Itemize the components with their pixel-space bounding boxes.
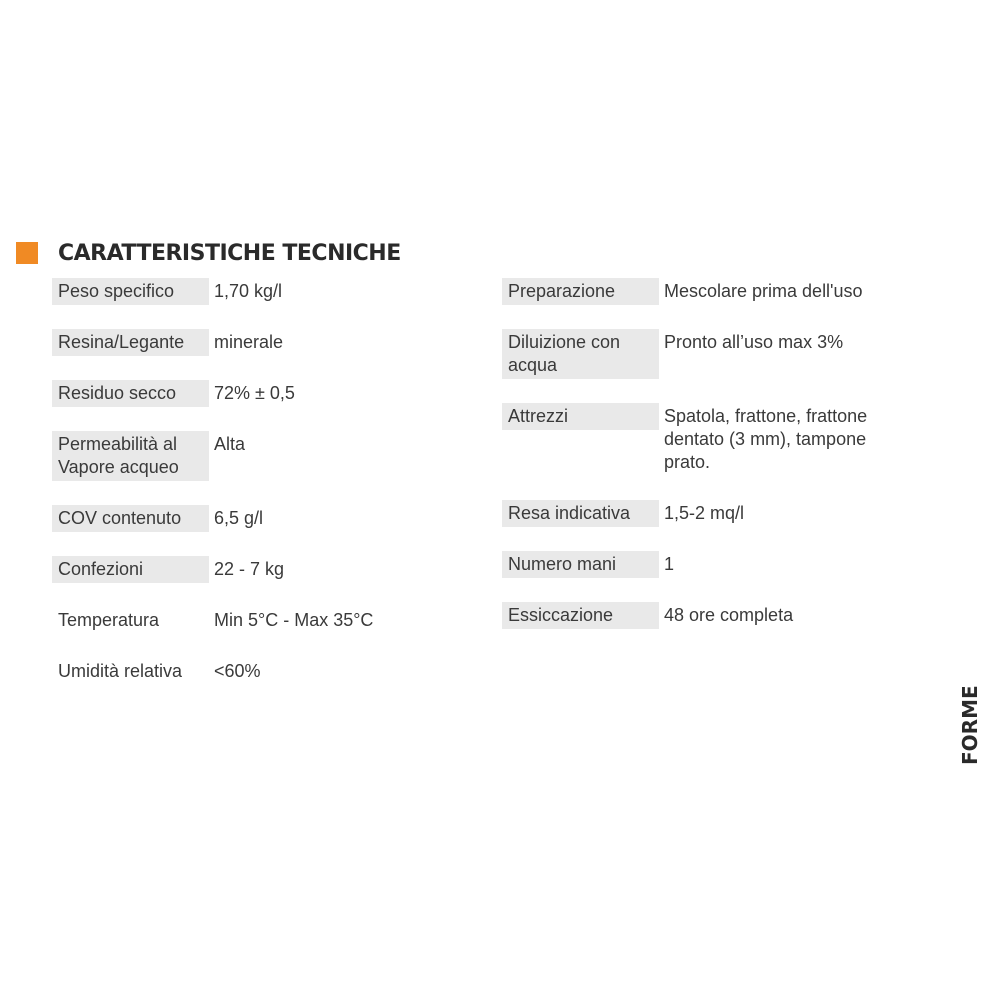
spec-row bbox=[502, 329, 914, 379]
spec-value: 72% ± 0,5 bbox=[214, 383, 295, 403]
spec-value: 1,70 kg/l bbox=[214, 281, 283, 301]
spec-label: Confezioni bbox=[52, 556, 209, 583]
spec-value: 22 - 7 kg bbox=[214, 559, 285, 579]
spec-label: Preparazione bbox=[502, 278, 659, 305]
spec-label: Permeabilità al Vapore acqueo bbox=[52, 431, 209, 481]
spec-label: COV contenuto bbox=[52, 505, 209, 532]
spec-row bbox=[502, 278, 914, 305]
spec-row bbox=[52, 556, 464, 583]
spec-label: Numero mani bbox=[502, 551, 659, 578]
section-marker-square bbox=[16, 242, 38, 264]
spec-row bbox=[52, 278, 464, 305]
side-tab-label: FORME bbox=[958, 685, 982, 765]
spec-row bbox=[502, 602, 914, 629]
spec-label: Essiccazione bbox=[502, 602, 659, 629]
spec-label: Attrezzi bbox=[502, 403, 659, 430]
spec-value: minerale bbox=[214, 332, 284, 352]
spec-label: Temperatura bbox=[58, 610, 160, 630]
spec-value: 6,5 g/l bbox=[214, 508, 264, 528]
spec-row bbox=[52, 505, 464, 532]
spec-label: Peso specifico bbox=[52, 278, 209, 305]
left-spec-table bbox=[52, 278, 464, 709]
spec-value: 1,5-2 mq/l bbox=[664, 503, 745, 523]
section-title: CARATTERISTICHE TECNICHE bbox=[58, 240, 401, 266]
spec-label: Residuo secco bbox=[52, 380, 209, 407]
right-spec-table bbox=[502, 278, 914, 653]
spec-row bbox=[502, 403, 914, 476]
spec-value: 48 ore completa bbox=[664, 605, 794, 625]
spec-value: Spatola, frattone, frattone dentato (3 mm), tampone prato. bbox=[664, 406, 868, 472]
spec-label: Umidità relativa bbox=[58, 661, 183, 681]
spec-value: Mescolare prima dell'uso bbox=[664, 281, 863, 301]
spec-label: Diluizione con acqua bbox=[502, 329, 659, 379]
spec-value: <60% bbox=[214, 661, 261, 681]
spec-label: Resina/Legante bbox=[52, 329, 209, 356]
spec-value: Pronto all’uso max 3% bbox=[664, 332, 844, 352]
spec-row bbox=[52, 329, 464, 356]
spec-value: Alta bbox=[214, 434, 246, 454]
spec-row bbox=[52, 380, 464, 407]
spec-row bbox=[52, 431, 464, 481]
spec-label: Resa indicativa bbox=[502, 500, 659, 527]
spec-row bbox=[52, 607, 464, 634]
spec-row bbox=[52, 658, 464, 685]
spec-value: Min 5°C - Max 35°C bbox=[214, 610, 374, 630]
spec-row bbox=[502, 551, 914, 578]
section-header bbox=[16, 238, 401, 268]
spec-value: 1 bbox=[664, 554, 675, 574]
spec-row bbox=[502, 500, 914, 527]
